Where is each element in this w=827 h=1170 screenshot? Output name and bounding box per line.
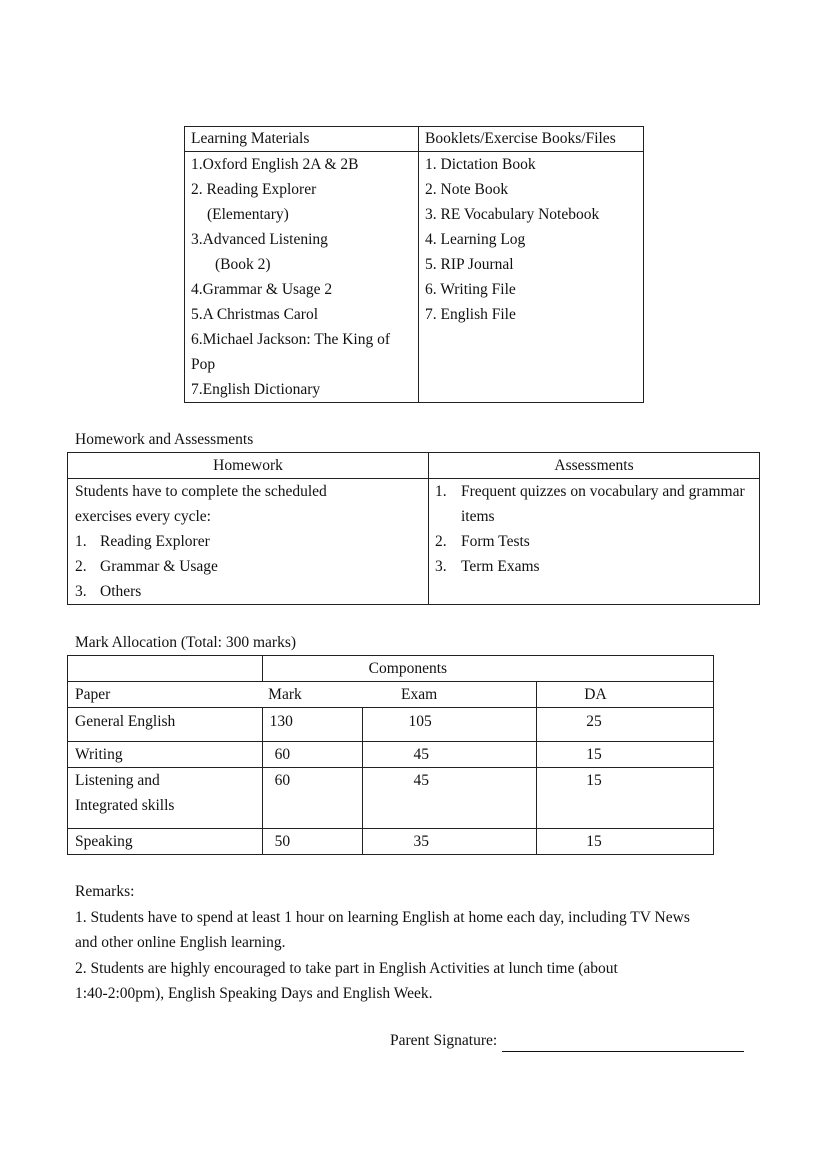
paper-name-cont: Integrated skills bbox=[75, 797, 175, 814]
item-text: Frequent quizzes on vocabulary and grammar items bbox=[461, 483, 745, 525]
booklet-item: 7. English File bbox=[425, 306, 516, 323]
homework-item bbox=[75, 579, 421, 604]
signature-label: Parent Signature: bbox=[390, 1032, 498, 1049]
learning-materials-list bbox=[185, 152, 419, 403]
da-value: 15 bbox=[537, 829, 714, 855]
exam-value: 45 bbox=[362, 768, 537, 829]
item-text: Others bbox=[100, 583, 142, 600]
homework-item bbox=[75, 529, 421, 554]
item-number: 3. bbox=[435, 558, 447, 575]
paper-name: General English bbox=[68, 708, 263, 742]
remark-line: and other online English learning. bbox=[75, 934, 286, 951]
exam-value: 35 bbox=[362, 829, 537, 855]
mark-allocation-caption: Mark Allocation (Total: 300 marks) bbox=[75, 634, 297, 651]
paper-name-cell bbox=[68, 768, 263, 829]
mark-value: 130 bbox=[262, 708, 362, 742]
table-row bbox=[68, 768, 714, 829]
table-row bbox=[68, 742, 714, 768]
assessment-item bbox=[435, 479, 755, 529]
material-item: 2. Reading Explorer bbox=[191, 181, 317, 198]
remark-line: 1:40-2:00pm), English Speaking Days and English Week. bbox=[75, 985, 433, 1002]
remark-line: 1. Students have to spend at least 1 hour on learning English at home each day, including TV News bbox=[75, 908, 690, 926]
booklets-list bbox=[419, 152, 644, 403]
material-item: 7.English Dictionary bbox=[191, 381, 321, 398]
header-da: DA bbox=[537, 682, 714, 708]
assessment-item bbox=[435, 554, 755, 579]
material-item-cont: (Elementary) bbox=[207, 206, 289, 223]
item-number: 1. bbox=[75, 533, 87, 550]
homework-intro: exercises every cycle: bbox=[75, 508, 211, 525]
da-value: 25 bbox=[537, 708, 714, 742]
item-text: Term Exams bbox=[461, 558, 540, 575]
header-homework: Homework bbox=[68, 453, 429, 479]
paper-name: Writing bbox=[68, 742, 263, 768]
material-item-cont: Pop bbox=[191, 356, 216, 373]
exam-value: 45 bbox=[362, 742, 537, 768]
item-text: Form Tests bbox=[461, 533, 530, 550]
homework-table bbox=[67, 452, 760, 605]
remark-line: 2. Students are highly encouraged to take part in English Activities at lunch time (about bbox=[75, 959, 618, 977]
item-text: Grammar & Usage bbox=[100, 558, 218, 575]
empty-cell bbox=[68, 656, 263, 682]
homework-caption: Homework and Assessments bbox=[75, 431, 254, 448]
item-number: 2. bbox=[435, 533, 447, 550]
booklet-item: 1. Dictation Book bbox=[425, 156, 536, 173]
booklet-item: 6. Writing File bbox=[425, 281, 516, 298]
material-item: 1.Oxford English 2A & 2B bbox=[191, 156, 359, 173]
booklet-item: 2. Note Book bbox=[425, 181, 509, 198]
mark-value: 60 bbox=[262, 768, 362, 829]
item-number: 1. bbox=[435, 483, 447, 500]
material-item: 5.A Christmas Carol bbox=[191, 306, 319, 323]
signature-line bbox=[502, 1033, 744, 1052]
learning-materials-table bbox=[184, 126, 644, 403]
remarks-title: Remarks: bbox=[75, 883, 135, 900]
homework-item bbox=[75, 554, 421, 579]
paper-name: Listening and bbox=[75, 772, 160, 789]
header-paper: Paper bbox=[68, 682, 263, 708]
table-row bbox=[68, 708, 714, 742]
components-label: Components bbox=[262, 656, 713, 682]
mark-allocation-table bbox=[67, 655, 714, 855]
parent-signature bbox=[390, 1030, 744, 1052]
header-learning-materials: Learning Materials bbox=[185, 127, 419, 152]
table-row bbox=[68, 829, 714, 855]
material-item-cont: (Book 2) bbox=[215, 256, 271, 273]
mark-value: 50 bbox=[262, 829, 362, 855]
booklet-item: 4. Learning Log bbox=[425, 231, 526, 248]
item-number: 3. bbox=[75, 583, 87, 600]
paper-name: Speaking bbox=[68, 829, 263, 855]
material-item: 6.Michael Jackson: The King of bbox=[191, 331, 391, 348]
homework-intro: Students have to complete the scheduled bbox=[75, 483, 327, 500]
booklet-item: 5. RIP Journal bbox=[425, 256, 514, 273]
assessments-cell bbox=[429, 479, 760, 605]
material-item: 4.Grammar & Usage 2 bbox=[191, 281, 333, 298]
header-assessments: Assessments bbox=[429, 453, 760, 479]
da-value: 15 bbox=[537, 768, 714, 829]
material-item: 3.Advanced Listening bbox=[191, 231, 328, 248]
header-mark: Mark bbox=[262, 682, 362, 708]
homework-cell bbox=[68, 479, 429, 605]
header-booklets: Booklets/Exercise Books/Files bbox=[419, 127, 644, 152]
item-number: 2. bbox=[75, 558, 87, 575]
remarks bbox=[75, 879, 775, 1007]
header-exam: Exam bbox=[362, 682, 537, 708]
da-value: 15 bbox=[537, 742, 714, 768]
mark-value: 60 bbox=[262, 742, 362, 768]
booklet-item: 3. RE Vocabulary Notebook bbox=[425, 206, 600, 223]
assessment-item bbox=[435, 529, 755, 554]
exam-value: 105 bbox=[362, 708, 537, 742]
item-text: Reading Explorer bbox=[100, 533, 210, 550]
